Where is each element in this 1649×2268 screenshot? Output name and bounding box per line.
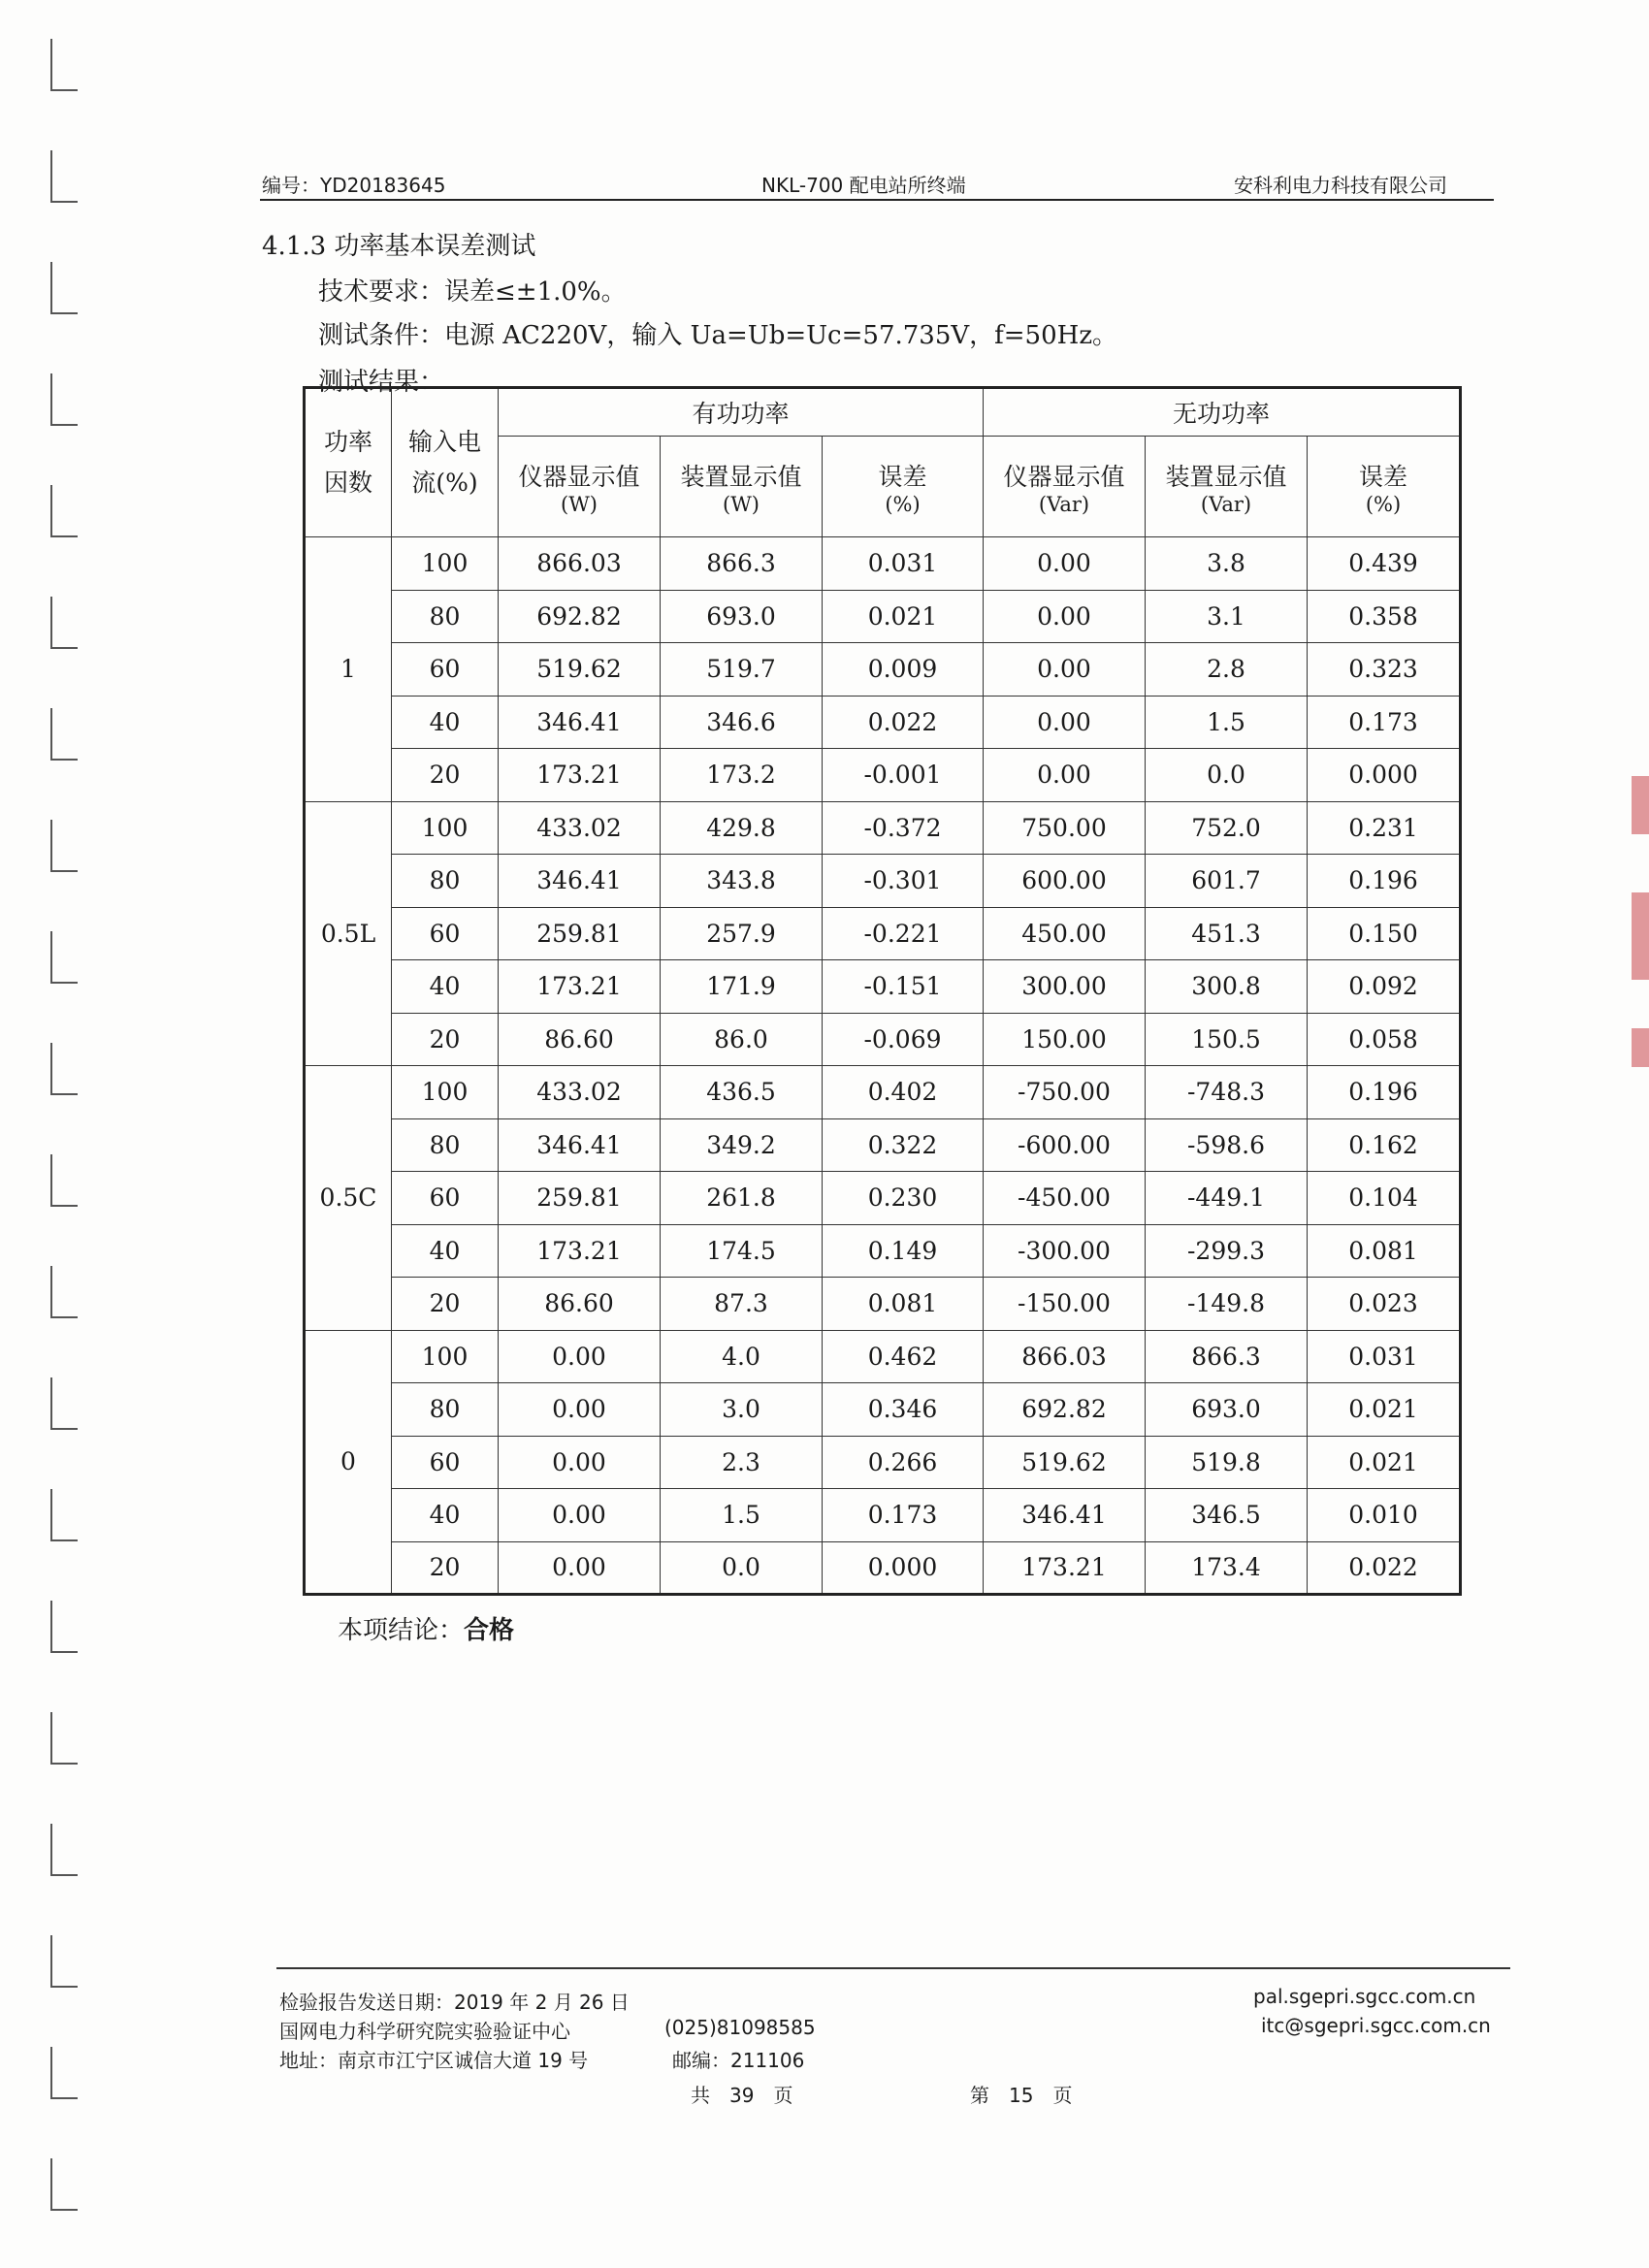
err-q-cell: 0.231 — [1308, 801, 1461, 855]
inst-q-cell: -150.00 — [984, 1278, 1146, 1331]
current-cell: 60 — [392, 1436, 499, 1489]
dev-q-header — [1146, 437, 1308, 537]
current-cell: 80 — [392, 855, 499, 908]
dev-p-cell: 174.5 — [661, 1224, 823, 1278]
dev-p-cell: 346.6 — [661, 696, 823, 749]
postcode: 邮编：211106 — [672, 2049, 805, 2072]
err-p-header — [823, 437, 984, 537]
err-p-cell: 0.462 — [823, 1330, 984, 1383]
inst-p-cell: 866.03 — [499, 537, 661, 591]
err-q-cell: 0.323 — [1308, 643, 1461, 697]
inst-q-cell: 750.00 — [984, 801, 1146, 855]
binder-mark — [50, 931, 78, 984]
requirement-text: 技术要求：误差≤±1.0%。 — [318, 277, 627, 307]
table-row — [305, 907, 1461, 960]
err-q-label: 误差 — [1359, 462, 1408, 491]
inst-p-cell: 0.00 — [499, 1541, 661, 1595]
binder-mark — [50, 597, 78, 649]
table-row — [305, 1436, 1461, 1489]
binder-mark — [50, 1266, 78, 1318]
inst-p-cell: 259.81 — [499, 907, 661, 960]
inst-q-cell: 173.21 — [984, 1541, 1146, 1595]
binder-mark — [50, 1824, 78, 1876]
pf-cell: 1 — [305, 537, 392, 802]
inst-q-cell: 519.62 — [984, 1436, 1146, 1489]
table-row — [305, 749, 1461, 802]
binder-mark — [50, 485, 78, 537]
current-cell: 40 — [392, 960, 499, 1014]
dev-q-cell: -598.6 — [1146, 1118, 1308, 1172]
dev-q-cell: 866.3 — [1146, 1330, 1308, 1383]
dev-q-cell: 2.8 — [1146, 643, 1308, 697]
dev-p-cell: 343.8 — [661, 855, 823, 908]
dev-p-cell: 1.5 — [661, 1489, 823, 1542]
err-p-cell: 0.000 — [823, 1541, 984, 1595]
err-q-cell: 0.196 — [1308, 1066, 1461, 1119]
dev-p-cell: 0.0 — [661, 1541, 823, 1595]
err-p-cell: 0.402 — [823, 1066, 984, 1119]
err-q-cell: 0.150 — [1308, 907, 1461, 960]
err-p-cell: 0.230 — [823, 1172, 984, 1225]
email: itc@sgepri.sgcc.com.cn — [1261, 2014, 1491, 2037]
binder-mark — [50, 2047, 78, 2099]
current-cell: 60 — [392, 643, 499, 697]
page-number: 第 15 页 — [970, 2084, 1073, 2107]
dev-p-cell: 519.7 — [661, 643, 823, 697]
err-p-cell: -0.301 — [823, 855, 984, 908]
dev-p-cell: 171.9 — [661, 960, 823, 1014]
conclusion-value: 合格 — [464, 1616, 515, 1645]
err-p-cell: 0.266 — [823, 1436, 984, 1489]
table-header-row — [305, 388, 1461, 437]
pf-cell: 0.5L — [305, 801, 392, 1066]
condition-text: 测试条件：电源 AC220V，输入 Ua=Ub=Uc=57.735V，f=50Hz。 — [318, 321, 1118, 350]
binder-mark — [50, 2158, 78, 2211]
current-cell: 80 — [392, 1118, 499, 1172]
binder-mark — [50, 1601, 78, 1653]
inst-q-cell: -300.00 — [984, 1224, 1146, 1278]
result-label: 测试结果： — [318, 368, 445, 397]
total-pages: 共 39 页 — [691, 2084, 793, 2107]
unit-pct: (%) — [885, 492, 921, 516]
website: pal.sgepri.sgcc.com.cn — [1253, 1985, 1476, 2008]
err-q-cell: 0.196 — [1308, 855, 1461, 908]
inst-p-cell: 0.00 — [499, 1383, 661, 1437]
dev-p-cell: 349.2 — [661, 1118, 823, 1172]
err-q-cell: 0.031 — [1308, 1330, 1461, 1383]
inst-p-cell: 519.62 — [499, 643, 661, 697]
dev-p-cell: 261.8 — [661, 1172, 823, 1225]
binder-mark — [50, 820, 78, 872]
err-p-cell: 0.346 — [823, 1383, 984, 1437]
dev-p-cell: 173.2 — [661, 749, 823, 802]
dev-q-cell: -299.3 — [1146, 1224, 1308, 1278]
dev-q-cell: -449.1 — [1146, 1172, 1308, 1225]
inst-q-cell: 346.41 — [984, 1489, 1146, 1542]
section-title: 4.1.3 功率基本误差测试 — [262, 232, 536, 261]
inst-p-cell: 86.60 — [499, 1278, 661, 1331]
inst-p-cell: 0.00 — [499, 1330, 661, 1383]
report-date: 检验报告发送日期：2019 年 2 月 26 日 — [279, 1991, 630, 2014]
inst-p-cell: 692.82 — [499, 590, 661, 643]
err-q-cell: 0.021 — [1308, 1383, 1461, 1437]
current-cell: 20 — [392, 1278, 499, 1331]
current-cell: 80 — [392, 590, 499, 643]
err-p-cell: -0.069 — [823, 1013, 984, 1066]
err-p-cell: -0.151 — [823, 960, 984, 1014]
product-name: NKL-700 配电站所终端 — [761, 174, 966, 197]
unit-var: (Var) — [1038, 492, 1090, 516]
inst-q-cell: 600.00 — [984, 855, 1146, 908]
dev-p-cell: 4.0 — [661, 1330, 823, 1383]
inst-p-cell: 86.60 — [499, 1013, 661, 1066]
current-cell: 100 — [392, 1066, 499, 1119]
pf-cell: 0 — [305, 1330, 392, 1595]
binder-mark — [50, 1377, 78, 1430]
footer-rule — [276, 1967, 1510, 1969]
dev-p-cell: 87.3 — [661, 1278, 823, 1331]
phone: (025)81098585 — [664, 2016, 816, 2039]
org-name: 国网电力科学研究院实验验证中心 — [279, 2020, 570, 2043]
address: 地址：南京市江宁区诚信大道 19 号 — [279, 2049, 589, 2072]
dev-q-cell: 3.1 — [1146, 590, 1308, 643]
unit-pct: (%) — [1365, 492, 1402, 516]
err-p-cell: 0.081 — [823, 1278, 984, 1331]
binder-margin — [50, 0, 89, 2268]
dev-q-cell: 519.8 — [1146, 1436, 1308, 1489]
table-row — [305, 1224, 1461, 1278]
inst-q-cell: 0.00 — [984, 749, 1146, 802]
current-cell: 100 — [392, 1330, 499, 1383]
err-p-cell: 0.009 — [823, 643, 984, 697]
inst-p-cell: 0.00 — [499, 1489, 661, 1542]
inst-q-cell: -450.00 — [984, 1172, 1146, 1225]
dev-q-cell: 346.5 — [1146, 1489, 1308, 1542]
inst-p-cell: 433.02 — [499, 801, 661, 855]
table-row — [305, 696, 1461, 749]
inst-p-cell: 173.21 — [499, 749, 661, 802]
current-cell: 100 — [392, 537, 499, 591]
inst-q-cell: 0.00 — [984, 643, 1146, 697]
binder-mark — [50, 150, 78, 203]
inst-q-cell: 0.00 — [984, 696, 1146, 749]
inst-q-header — [984, 437, 1146, 537]
table-row — [305, 960, 1461, 1014]
err-q-cell: 0.023 — [1308, 1278, 1461, 1331]
current-cell: 40 — [392, 1489, 499, 1542]
err-q-cell: 0.022 — [1308, 1541, 1461, 1595]
inst-q-cell: 692.82 — [984, 1383, 1146, 1437]
seal-fragment — [1632, 1028, 1649, 1067]
binder-mark — [50, 1489, 78, 1541]
inst-p-cell: 346.41 — [499, 696, 661, 749]
report-number: 编号：YD20183645 — [262, 174, 446, 197]
current-header: 输入电 流(%) — [392, 388, 499, 537]
dev-q-cell: 173.4 — [1146, 1541, 1308, 1595]
inst-q-cell: 0.00 — [984, 590, 1146, 643]
company-name: 安科利电力科技有限公司 — [1234, 174, 1447, 197]
dev-q-cell: -748.3 — [1146, 1066, 1308, 1119]
current-cell: 20 — [392, 749, 499, 802]
dev-q-cell: -149.8 — [1146, 1278, 1308, 1331]
inst-q-label: 仪器显示值 — [1003, 462, 1125, 491]
current-cell: 60 — [392, 1172, 499, 1225]
table-row — [305, 1541, 1461, 1595]
err-p-cell: 0.022 — [823, 696, 984, 749]
err-p-cell: -0.372 — [823, 801, 984, 855]
inst-q-cell: 866.03 — [984, 1330, 1146, 1383]
err-p-cell: 0.322 — [823, 1118, 984, 1172]
pf-cell: 0.5C — [305, 1066, 392, 1331]
inst-q-cell: -750.00 — [984, 1066, 1146, 1119]
dev-p-cell: 2.3 — [661, 1436, 823, 1489]
inst-q-cell: 450.00 — [984, 907, 1146, 960]
table-row — [305, 1066, 1461, 1119]
err-p-cell: 0.031 — [823, 537, 984, 591]
conclusion — [338, 1610, 514, 1646]
dev-q-cell: 300.8 — [1146, 960, 1308, 1014]
err-p-cell: 0.149 — [823, 1224, 984, 1278]
dev-p-cell: 3.0 — [661, 1383, 823, 1437]
dev-q-cell: 3.8 — [1146, 537, 1308, 591]
inst-q-cell: -600.00 — [984, 1118, 1146, 1172]
results-table — [303, 386, 1462, 1596]
unit-var: (Var) — [1200, 492, 1252, 516]
dev-p-cell: 257.9 — [661, 907, 823, 960]
err-q-cell: 0.000 — [1308, 749, 1461, 802]
inst-p-label: 仪器显示值 — [518, 462, 640, 491]
dev-p-header — [661, 437, 823, 537]
err-p-cell: 0.021 — [823, 590, 984, 643]
binder-mark — [50, 1935, 78, 1988]
inst-p-cell: 433.02 — [499, 1066, 661, 1119]
inst-p-cell: 346.41 — [499, 1118, 661, 1172]
inst-q-cell: 300.00 — [984, 960, 1146, 1014]
current-cell: 60 — [392, 907, 499, 960]
inst-q-cell: 150.00 — [984, 1013, 1146, 1066]
current-cell: 20 — [392, 1541, 499, 1595]
inst-p-cell: 259.81 — [499, 1172, 661, 1225]
dev-q-cell: 693.0 — [1146, 1383, 1308, 1437]
current-cell: 40 — [392, 1224, 499, 1278]
err-q-cell: 0.104 — [1308, 1172, 1461, 1225]
dev-p-cell: 86.0 — [661, 1013, 823, 1066]
dev-p-cell: 436.5 — [661, 1066, 823, 1119]
unit-w: (W) — [561, 492, 598, 516]
err-p-cell: -0.221 — [823, 907, 984, 960]
dev-p-cell: 693.0 — [661, 590, 823, 643]
table-row — [305, 1172, 1461, 1225]
err-q-cell: 0.058 — [1308, 1013, 1461, 1066]
inst-p-cell: 173.21 — [499, 960, 661, 1014]
current-cell: 100 — [392, 801, 499, 855]
table-row — [305, 590, 1461, 643]
err-p-cell: 0.173 — [823, 1489, 984, 1542]
dev-p-cell: 429.8 — [661, 801, 823, 855]
binder-mark — [50, 1043, 78, 1095]
table-row — [305, 1489, 1461, 1542]
binder-mark — [50, 373, 78, 426]
err-q-cell: 0.021 — [1308, 1436, 1461, 1489]
err-p-cell: -0.001 — [823, 749, 984, 802]
dev-q-label: 装置显示值 — [1165, 462, 1287, 491]
header-rule — [260, 199, 1494, 201]
conclusion-label: 本项结论： — [338, 1616, 465, 1645]
table-row — [305, 643, 1461, 697]
reactive-power-header: 无功功率 — [984, 388, 1461, 437]
binder-mark — [50, 39, 78, 91]
current-cell: 80 — [392, 1383, 499, 1437]
seal-fragment — [1632, 776, 1649, 834]
current-cell: 20 — [392, 1013, 499, 1066]
err-q-cell: 0.173 — [1308, 696, 1461, 749]
dev-p-label: 装置显示值 — [680, 462, 802, 491]
inst-p-cell: 173.21 — [499, 1224, 661, 1278]
active-power-header: 有功功率 — [499, 388, 984, 437]
unit-w: (W) — [723, 492, 760, 516]
dev-q-cell: 1.5 — [1146, 696, 1308, 749]
err-q-cell: 0.092 — [1308, 960, 1461, 1014]
err-q-cell: 0.439 — [1308, 537, 1461, 591]
err-q-cell: 0.010 — [1308, 1489, 1461, 1542]
inst-p-cell: 0.00 — [499, 1436, 661, 1489]
table-row — [305, 1118, 1461, 1172]
err-q-cell: 0.081 — [1308, 1224, 1461, 1278]
table-row — [305, 855, 1461, 908]
dev-p-cell: 866.3 — [661, 537, 823, 591]
err-q-header — [1308, 437, 1461, 537]
results-table-body — [305, 388, 1461, 1595]
table-row — [305, 1383, 1461, 1437]
dev-q-cell: 0.0 — [1146, 749, 1308, 802]
inst-p-header — [499, 437, 661, 537]
dev-q-cell: 752.0 — [1146, 801, 1308, 855]
inst-p-cell: 346.41 — [499, 855, 661, 908]
table-row — [305, 1330, 1461, 1383]
binder-mark — [50, 262, 78, 314]
dev-q-cell: 601.7 — [1146, 855, 1308, 908]
binder-mark — [50, 1712, 78, 1765]
err-q-cell: 0.358 — [1308, 590, 1461, 643]
dev-q-cell: 150.5 — [1146, 1013, 1308, 1066]
err-q-cell: 0.162 — [1308, 1118, 1461, 1172]
binder-mark — [50, 708, 78, 761]
inst-q-cell: 0.00 — [984, 537, 1146, 591]
table-row — [305, 1013, 1461, 1066]
seal-fragment — [1632, 892, 1649, 980]
table-row — [305, 1278, 1461, 1331]
binder-mark — [50, 1154, 78, 1207]
table-row — [305, 537, 1461, 591]
table-row — [305, 801, 1461, 855]
current-cell: 40 — [392, 696, 499, 749]
err-p-label: 误差 — [878, 462, 927, 491]
dev-q-cell: 451.3 — [1146, 907, 1308, 960]
pf-header: 功率 因数 — [305, 388, 392, 537]
